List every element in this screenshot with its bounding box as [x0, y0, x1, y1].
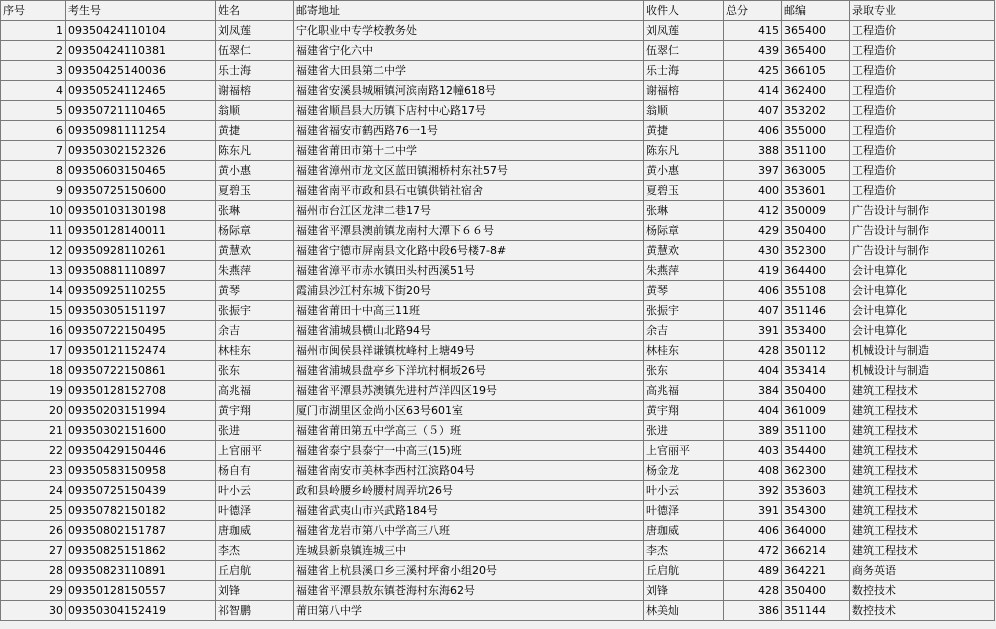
cell-recipient: 朱燕萍 [644, 261, 724, 281]
cell-name: 林桂东 [216, 341, 294, 361]
cell-exam-id: 09350722150495 [66, 321, 216, 341]
cell-major: 建筑工程技术 [850, 521, 995, 541]
cell-score: 408 [724, 461, 782, 481]
cell-exam-id: 09350583150958 [66, 461, 216, 481]
cell-name: 上官丽平 [216, 441, 294, 461]
table-row [1, 21, 995, 41]
cell-postcode: 364400 [782, 261, 850, 281]
cell-score: 388 [724, 141, 782, 161]
cell-seq: 11 [1, 221, 66, 241]
header-row [1, 1, 995, 21]
table-row [1, 61, 995, 81]
table-row [1, 281, 995, 301]
cell-name: 伍翠仁 [216, 41, 294, 61]
cell-postcode: 353202 [782, 101, 850, 121]
cell-postcode: 362300 [782, 461, 850, 481]
cell-major: 工程造价 [850, 101, 995, 121]
cell-address: 福建省宁化六中 [294, 41, 644, 61]
cell-major: 数控技术 [850, 581, 995, 601]
table-row [1, 301, 995, 321]
cell-name: 余吉 [216, 321, 294, 341]
cell-exam-id: 09350302152326 [66, 141, 216, 161]
cell-exam-id: 09350128152708 [66, 381, 216, 401]
cell-exam-id: 09350121152474 [66, 341, 216, 361]
cell-exam-id: 09350128140011 [66, 221, 216, 241]
cell-seq: 21 [1, 421, 66, 441]
cell-recipient: 张东 [644, 361, 724, 381]
cell-recipient: 谢福榕 [644, 81, 724, 101]
cell-address: 厦门市湖里区金尚小区63号601室 [294, 401, 644, 421]
cell-postcode: 364000 [782, 521, 850, 541]
table-row [1, 101, 995, 121]
cell-seq: 6 [1, 121, 66, 141]
cell-major: 建筑工程技术 [850, 401, 995, 421]
cell-major: 会计电算化 [850, 321, 995, 341]
cell-exam-id: 09350928110261 [66, 241, 216, 261]
cell-postcode: 362400 [782, 81, 850, 101]
table-row [1, 321, 995, 341]
cell-postcode: 354300 [782, 501, 850, 521]
cell-exam-id: 09350429150446 [66, 441, 216, 461]
cell-score: 406 [724, 121, 782, 141]
cell-exam-id: 09350925110255 [66, 281, 216, 301]
cell-address: 宁化职业中专学校教务处 [294, 21, 644, 41]
cell-score: 439 [724, 41, 782, 61]
cell-postcode: 364221 [782, 561, 850, 581]
cell-postcode: 351144 [782, 601, 850, 621]
cell-score: 489 [724, 561, 782, 581]
cell-recipient: 刘凤莲 [644, 21, 724, 41]
cell-exam-id: 09350304152419 [66, 601, 216, 621]
cell-major: 工程造价 [850, 181, 995, 201]
cell-seq: 5 [1, 101, 66, 121]
cell-address: 福建省平潭县苏澳镇先进村芦洋四区19号 [294, 381, 644, 401]
cell-score: 429 [724, 221, 782, 241]
cell-score: 412 [724, 201, 782, 221]
cell-seq: 7 [1, 141, 66, 161]
cell-postcode: 355000 [782, 121, 850, 141]
cell-recipient: 伍翠仁 [644, 41, 724, 61]
cell-major: 广告设计与制作 [850, 241, 995, 261]
cell-major: 会计电算化 [850, 281, 995, 301]
cell-postcode: 353414 [782, 361, 850, 381]
cell-score: 415 [724, 21, 782, 41]
header-postcode: 邮编 [782, 1, 850, 21]
cell-address: 福建省福安市鹤西路76一1号 [294, 121, 644, 141]
cell-recipient: 林桂东 [644, 341, 724, 361]
cell-score: 384 [724, 381, 782, 401]
cell-postcode: 351100 [782, 141, 850, 161]
table-row [1, 541, 995, 561]
table-body [1, 21, 995, 621]
cell-address: 政和县岭腰乡岭腰村周弄坑26号 [294, 481, 644, 501]
cell-score: 386 [724, 601, 782, 621]
header-score: 总分 [724, 1, 782, 21]
header-major: 录取专业 [850, 1, 995, 21]
cell-exam-id: 09350825151862 [66, 541, 216, 561]
cell-address: 福建省上杭县溪口乡三溪村坪畲小组20号 [294, 561, 644, 581]
cell-seq: 9 [1, 181, 66, 201]
cell-major: 广告设计与制作 [850, 221, 995, 241]
cell-name: 叶小云 [216, 481, 294, 501]
cell-exam-id: 09350305151197 [66, 301, 216, 321]
cell-postcode: 351146 [782, 301, 850, 321]
cell-name: 叶德泽 [216, 501, 294, 521]
cell-seq: 15 [1, 301, 66, 321]
cell-recipient: 林美灿 [644, 601, 724, 621]
cell-seq: 26 [1, 521, 66, 541]
cell-seq: 24 [1, 481, 66, 501]
cell-address: 福建省泰宁县泰宁一中高三(15)班 [294, 441, 644, 461]
table-row [1, 401, 995, 421]
cell-name: 刘锋 [216, 581, 294, 601]
cell-recipient: 杨际章 [644, 221, 724, 241]
cell-major: 建筑工程技术 [850, 441, 995, 461]
header-recipient: 收件人 [644, 1, 724, 21]
cell-exam-id: 09350782150182 [66, 501, 216, 521]
cell-recipient: 陈东凡 [644, 141, 724, 161]
cell-name: 谢福榕 [216, 81, 294, 101]
cell-name: 朱燕萍 [216, 261, 294, 281]
cell-major: 工程造价 [850, 21, 995, 41]
table-row [1, 81, 995, 101]
cell-seq: 30 [1, 601, 66, 621]
cell-major: 建筑工程技术 [850, 501, 995, 521]
cell-seq: 29 [1, 581, 66, 601]
header-exam-id: 考生号 [66, 1, 216, 21]
cell-postcode: 353603 [782, 481, 850, 501]
cell-name: 张琳 [216, 201, 294, 221]
cell-recipient: 丘启航 [644, 561, 724, 581]
cell-score: 403 [724, 441, 782, 461]
cell-recipient: 高兆福 [644, 381, 724, 401]
cell-score: 407 [724, 301, 782, 321]
cell-postcode: 353601 [782, 181, 850, 201]
table-row [1, 161, 995, 181]
cell-name: 祁智鹏 [216, 601, 294, 621]
cell-major: 商务英语 [850, 561, 995, 581]
cell-major: 工程造价 [850, 121, 995, 141]
cell-exam-id: 09350603150465 [66, 161, 216, 181]
cell-address: 莆田第八中学 [294, 601, 644, 621]
cell-exam-id: 09350103130198 [66, 201, 216, 221]
cell-exam-id: 09350725150600 [66, 181, 216, 201]
cell-major: 工程造价 [850, 41, 995, 61]
cell-postcode: 355108 [782, 281, 850, 301]
table-row [1, 381, 995, 401]
cell-postcode: 350400 [782, 221, 850, 241]
table-row [1, 261, 995, 281]
cell-address: 连城县新泉镇连城三中 [294, 541, 644, 561]
cell-address: 福建省莆田市第十二中学 [294, 141, 644, 161]
cell-recipient: 李杰 [644, 541, 724, 561]
cell-postcode: 361009 [782, 401, 850, 421]
cell-major: 建筑工程技术 [850, 541, 995, 561]
cell-score: 419 [724, 261, 782, 281]
cell-seq: 13 [1, 261, 66, 281]
cell-recipient: 夏碧玉 [644, 181, 724, 201]
cell-major: 会计电算化 [850, 261, 995, 281]
cell-exam-id: 09350424110104 [66, 21, 216, 41]
table-row [1, 241, 995, 261]
cell-score: 391 [724, 501, 782, 521]
header-address: 邮寄地址 [294, 1, 644, 21]
cell-exam-id: 09350881110897 [66, 261, 216, 281]
cell-recipient: 张琳 [644, 201, 724, 221]
cell-postcode: 354400 [782, 441, 850, 461]
cell-name: 张东 [216, 361, 294, 381]
cell-exam-id: 09350128150557 [66, 581, 216, 601]
cell-name: 黄慧欢 [216, 241, 294, 261]
cell-name: 刘凤莲 [216, 21, 294, 41]
cell-recipient: 余吉 [644, 321, 724, 341]
cell-name: 黄捷 [216, 121, 294, 141]
cell-seq: 8 [1, 161, 66, 181]
cell-major: 工程造价 [850, 81, 995, 101]
cell-seq: 17 [1, 341, 66, 361]
table-row [1, 421, 995, 441]
cell-recipient: 上官丽平 [644, 441, 724, 461]
cell-address: 福建省漳州市龙文区蓝田镇湘桥村东社57号 [294, 161, 644, 181]
cell-score: 391 [724, 321, 782, 341]
cell-major: 机械设计与制造 [850, 341, 995, 361]
table-row [1, 121, 995, 141]
cell-address: 福建省南平市政和县石屯镇供销社宿舍 [294, 181, 644, 201]
cell-major: 会计电算化 [850, 301, 995, 321]
cell-name: 唐珈威 [216, 521, 294, 541]
cell-seq: 3 [1, 61, 66, 81]
cell-exam-id: 09350302151600 [66, 421, 216, 441]
cell-exam-id: 09350802151787 [66, 521, 216, 541]
cell-recipient: 黄慧欢 [644, 241, 724, 261]
cell-name: 夏碧玉 [216, 181, 294, 201]
cell-score: 430 [724, 241, 782, 261]
cell-score: 414 [724, 81, 782, 101]
cell-score: 407 [724, 101, 782, 121]
cell-exam-id: 09350981111254 [66, 121, 216, 141]
cell-address: 福州市台江区龙津二巷17号 [294, 201, 644, 221]
cell-postcode: 352300 [782, 241, 850, 261]
cell-seq: 19 [1, 381, 66, 401]
cell-name: 张振宇 [216, 301, 294, 321]
cell-name: 翁顺 [216, 101, 294, 121]
cell-score: 404 [724, 361, 782, 381]
cell-score: 425 [724, 61, 782, 81]
cell-seq: 12 [1, 241, 66, 261]
cell-score: 389 [724, 421, 782, 441]
cell-address: 福建省浦城县横山北路94号 [294, 321, 644, 341]
cell-postcode: 350400 [782, 581, 850, 601]
cell-address: 福建省平潭县敖东镇苍海村东海62号 [294, 581, 644, 601]
cell-major: 数控技术 [850, 601, 995, 621]
cell-address: 福建省南安市美林李西村江滨路04号 [294, 461, 644, 481]
cell-score: 404 [724, 401, 782, 421]
cell-score: 406 [724, 281, 782, 301]
cell-score: 400 [724, 181, 782, 201]
cell-address: 福建省漳平市赤水镇田头村西溪51号 [294, 261, 644, 281]
table-row [1, 41, 995, 61]
cell-major: 工程造价 [850, 141, 995, 161]
cell-name: 黄琴 [216, 281, 294, 301]
cell-address: 福建省安溪县城厢镇河滨南路12幢618号 [294, 81, 644, 101]
table-row [1, 221, 995, 241]
cell-name: 杨际章 [216, 221, 294, 241]
cell-address: 福建省顺昌县大历镇下店村中心路17号 [294, 101, 644, 121]
cell-recipient: 黄小惠 [644, 161, 724, 181]
cell-seq: 10 [1, 201, 66, 221]
table-row [1, 581, 995, 601]
cell-major: 建筑工程技术 [850, 481, 995, 501]
table-row [1, 461, 995, 481]
cell-seq: 14 [1, 281, 66, 301]
cell-exam-id: 09350203151994 [66, 401, 216, 421]
cell-seq: 2 [1, 41, 66, 61]
cell-recipient: 张振宇 [644, 301, 724, 321]
cell-postcode: 363005 [782, 161, 850, 181]
table-row [1, 201, 995, 221]
cell-recipient: 黄宇翔 [644, 401, 724, 421]
cell-exam-id: 09350725150439 [66, 481, 216, 501]
cell-seq: 23 [1, 461, 66, 481]
cell-name: 杨自有 [216, 461, 294, 481]
table-row [1, 501, 995, 521]
cell-name: 陈东凡 [216, 141, 294, 161]
cell-postcode: 350400 [782, 381, 850, 401]
cell-address: 福建省平潭县澳前镇龙南村大潭下６６号 [294, 221, 644, 241]
cell-recipient: 叶德泽 [644, 501, 724, 521]
cell-name: 乐士海 [216, 61, 294, 81]
cell-major: 工程造价 [850, 161, 995, 181]
cell-postcode: 353400 [782, 321, 850, 341]
cell-major: 广告设计与制作 [850, 201, 995, 221]
cell-address: 霞浦县沙江村东城下街20号 [294, 281, 644, 301]
cell-exam-id: 09350425140036 [66, 61, 216, 81]
cell-name: 丘启航 [216, 561, 294, 581]
cell-recipient: 刘锋 [644, 581, 724, 601]
cell-address: 福建省武夷山市兴武路184号 [294, 501, 644, 521]
cell-score: 392 [724, 481, 782, 501]
cell-seq: 1 [1, 21, 66, 41]
cell-recipient: 张进 [644, 421, 724, 441]
cell-address: 福建省浦城县盘亭乡下洋坑村桐坂26号 [294, 361, 644, 381]
cell-seq: 4 [1, 81, 66, 101]
header-name: 姓名 [216, 1, 294, 21]
table-row [1, 141, 995, 161]
cell-major: 建筑工程技术 [850, 421, 995, 441]
cell-exam-id: 09350524112465 [66, 81, 216, 101]
cell-postcode: 365400 [782, 21, 850, 41]
cell-seq: 22 [1, 441, 66, 461]
cell-postcode: 350112 [782, 341, 850, 361]
cell-score: 428 [724, 341, 782, 361]
cell-score: 397 [724, 161, 782, 181]
cell-postcode: 350009 [782, 201, 850, 221]
table-row [1, 521, 995, 541]
cell-seq: 28 [1, 561, 66, 581]
cell-address: 福建省大田县第二中学 [294, 61, 644, 81]
cell-major: 建筑工程技术 [850, 381, 995, 401]
cell-address: 福建省宁德市屏南县文化路中段6号楼7-8# [294, 241, 644, 261]
cell-postcode: 366105 [782, 61, 850, 81]
cell-score: 428 [724, 581, 782, 601]
cell-name: 张进 [216, 421, 294, 441]
cell-name: 李杰 [216, 541, 294, 561]
cell-postcode: 366214 [782, 541, 850, 561]
cell-postcode: 351100 [782, 421, 850, 441]
cell-major: 机械设计与制造 [850, 361, 995, 381]
cell-recipient: 黄捷 [644, 121, 724, 141]
cell-recipient: 杨金龙 [644, 461, 724, 481]
cell-exam-id: 09350721110465 [66, 101, 216, 121]
cell-recipient: 叶小云 [644, 481, 724, 501]
table-row [1, 601, 995, 621]
cell-address: 福建省莆田十中高三11班 [294, 301, 644, 321]
cell-seq: 20 [1, 401, 66, 421]
table-row [1, 481, 995, 501]
cell-exam-id: 09350823110891 [66, 561, 216, 581]
table-row [1, 341, 995, 361]
table-row [1, 361, 995, 381]
cell-exam-id: 09350424110381 [66, 41, 216, 61]
header-seq: 序号 [1, 1, 66, 21]
table-row [1, 561, 995, 581]
cell-address: 福建省莆田第五中学高三（５）班 [294, 421, 644, 441]
cell-postcode: 365400 [782, 41, 850, 61]
cell-recipient: 黄琴 [644, 281, 724, 301]
cell-seq: 27 [1, 541, 66, 561]
table-row [1, 441, 995, 461]
cell-score: 472 [724, 541, 782, 561]
cell-recipient: 唐珈威 [644, 521, 724, 541]
cell-major: 工程造价 [850, 61, 995, 81]
cell-address: 福建省龙岩市第八中学高三八班 [294, 521, 644, 541]
cell-score: 406 [724, 521, 782, 541]
cell-recipient: 翁顺 [644, 101, 724, 121]
table-row [1, 181, 995, 201]
cell-seq: 18 [1, 361, 66, 381]
cell-recipient: 乐士海 [644, 61, 724, 81]
cell-name: 高兆福 [216, 381, 294, 401]
cell-major: 建筑工程技术 [850, 461, 995, 481]
cell-address: 福州市闽侯县祥谦镇枕峰村上塘49号 [294, 341, 644, 361]
cell-seq: 16 [1, 321, 66, 341]
cell-name: 黄小惠 [216, 161, 294, 181]
cell-seq: 25 [1, 501, 66, 521]
cell-name: 黄宇翔 [216, 401, 294, 421]
cell-exam-id: 09350722150861 [66, 361, 216, 381]
